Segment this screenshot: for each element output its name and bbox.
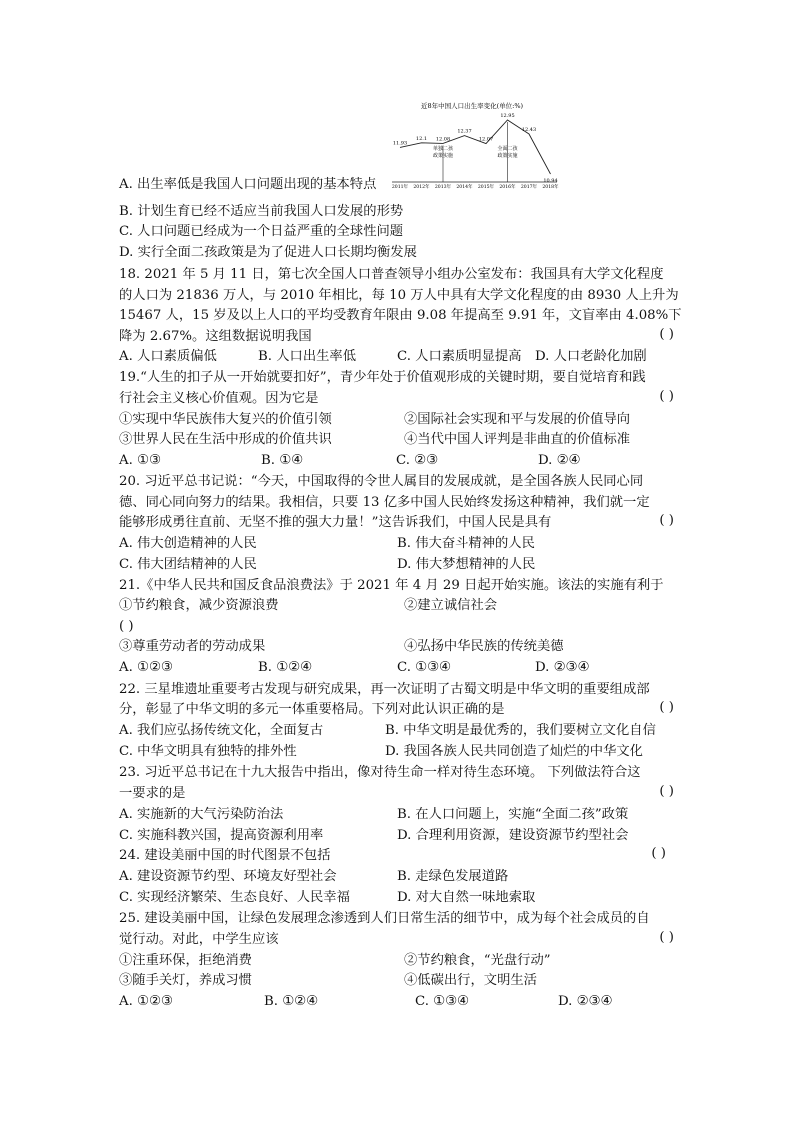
q22-option-c: C. 中华文明具有独特的排外性 <box>119 744 297 759</box>
q17-option-b: B. 计划生育已经不适应当前我国人口发展的形势 <box>119 204 404 219</box>
q23-option-b: B. 在人口问题上，实施“全面二孩”政策 <box>397 807 629 822</box>
q20-answer-paren: ( ) <box>659 513 674 528</box>
q19-answer-paren: ( ) <box>659 389 674 404</box>
q24-answer-paren: ( ) <box>651 846 666 861</box>
data-label: 12.37 <box>457 128 472 135</box>
q17-option-a: A. 出生率低是我国人口问题出现的基本特点 <box>119 177 377 192</box>
q23-stem-line2: 一要求的是 <box>119 786 186 801</box>
x-tick-label: 2012年 <box>413 185 430 190</box>
q19-option-d: D. ②④ <box>538 453 581 468</box>
q24-stem-line1: 24. 建设美丽中国的时代图景不包括 <box>119 848 331 863</box>
q22-option-b: B. 中华文明是最优秀的，我们要树立文化自信 <box>385 723 656 738</box>
q24-option-b: B. 走绿色发展道路 <box>397 869 509 884</box>
q20-option-d: D. 伟大梦想精神的人民 <box>397 557 536 572</box>
q22-stem-line1: 22. 三星堆遗址重要考古发现与研究成果，再一次证明了古蜀文明是中华文明的重要组成部 <box>119 682 650 697</box>
q20-stem-line1: 20. 习近平总书记说：“今天，中国取得的令世人属目的发展成就，是全国各族人民同心同 <box>119 474 644 489</box>
q21-option-c: C. ①③④ <box>397 660 451 675</box>
q24-option-c: C. 实现经济繁荣、生态良好、人民幸福 <box>119 890 350 905</box>
q17-option-c: C. 人口问题已经成为一个日益严重的全球性问题 <box>119 224 404 239</box>
policy-annotation-label: 政策实施 <box>432 153 454 159</box>
q23-stem-line1: 23. 习近平总书记在十九大报告中指出，像对待生命一样对待生态环境。 下列做法符合这 <box>119 765 641 780</box>
policy-annotation-label: 政策实施 <box>497 153 518 159</box>
q19-statement-1: ①实现中华民族伟大复兴的价值引领 <box>119 412 332 427</box>
q25-statement-2: ②节约粮食，“光盘行动” <box>404 953 551 968</box>
q18-stem-line4: 降为 2.67%。这组数据说明我国 <box>119 329 312 344</box>
q21-stem-line1: 21.《中华人民共和国反食品浪费法》于 2021 年 4 月 29 日起开始实施。该法的实施有利于 <box>119 578 664 593</box>
x-tick-label: 2015年 <box>477 185 495 190</box>
q19-statement-2: ②国际社会实现和平与发展的价值导向 <box>404 412 631 427</box>
policy-annotation-label: 全面二孩 <box>497 146 518 152</box>
x-tick-label: 2017年 <box>520 185 538 190</box>
q25-answer-paren: ( ) <box>659 930 674 945</box>
policy-annotation-label: 单独二孩 <box>432 146 454 152</box>
q25-option-b: B. ①②④ <box>264 994 318 1009</box>
q20-option-a: A. 伟大创造精神的人民 <box>119 536 257 551</box>
q18-stem-line2: 的人口为 21836 万人，与 2010 年相比，每 10 万人中具有大学文化程度的由 8930 人上升为 <box>119 288 679 303</box>
q20-option-c: C. 伟大团结精神的人民 <box>119 557 257 572</box>
chart-title: 近8年中国人口出生率变化(单位:%) <box>420 102 524 110</box>
q21-statement-3: ③尊重劳动者的劳动成果 <box>119 639 266 654</box>
q25-stem-line1: 25. 建设美丽中国，让绿色发展理念渗透到人们日常生活的细节中，成为每个社会成员的自 <box>119 911 650 926</box>
data-label: 12.07 <box>478 136 494 143</box>
q19-stem-line1: 19.“人生的扣子从一开始就要扣好”，青少年处于价值观形成的关键时期，要自觉培育和践 <box>119 370 646 385</box>
q19-option-b: B. ①④ <box>261 453 304 468</box>
q21-option-b: B. ①②④ <box>258 660 312 675</box>
x-tick-label: 2011年 <box>392 185 409 190</box>
q20-stem-line3: 能够形成勇往直前、无坚不推的强大力量！”这告诉我们，中国人民是具有 <box>119 515 552 530</box>
q18-option-a: A. 人口素质偏低 <box>119 349 217 364</box>
q25-option-a: A. ①②③ <box>119 994 173 1009</box>
q18-answer-paren: ( ) <box>659 327 674 342</box>
q22-option-a: A. 我们应弘扬传统文化，全面复古 <box>119 723 324 738</box>
q19-option-a: A. ①③ <box>119 453 161 468</box>
q18-option-c: C. 人口素质明显提高 <box>397 349 522 364</box>
x-tick-label: 2018年 <box>542 185 559 190</box>
q22-answer-paren: ( ) <box>659 700 674 715</box>
q19-statement-3: ③世界人民在生活中形成的价值共识 <box>119 432 332 447</box>
data-label: 10.94 <box>543 178 558 184</box>
data-label: 12.1 <box>415 135 428 142</box>
q22-option-d: D. 我国各族人民共同创造了灿烂的中华文化 <box>385 744 643 759</box>
q18-stem-line1: 18. 2021 年 5 月 11 日，第七次全国人口普查领导小组办公室发布：我国具有大学文化程度 <box>119 267 664 282</box>
q17-option-d: D. 实行全面二孩政策是为了促进人口长期均衡发展 <box>119 245 417 260</box>
q25-statement-3: ③随手关灯，养成习惯 <box>119 973 252 988</box>
q21-answer-paren: ( ) <box>119 619 134 634</box>
q21-statement-1: ①节约粮食，减少资源浪费 <box>119 598 279 613</box>
data-label: 12.95 <box>500 113 515 119</box>
q18-option-b: B. 人口出生率低 <box>258 349 357 364</box>
q23-option-d: D. 合理利用资源，建设资源节约型社会 <box>397 828 629 843</box>
data-label: 11.93 <box>392 140 408 147</box>
data-label: 12.08 <box>435 136 451 143</box>
q25-stem-line2: 觉行动。对此，中学生应该 <box>119 932 279 947</box>
q19-option-c: C. ②③ <box>396 453 438 468</box>
data-label: 12.43 <box>521 126 537 133</box>
q22-stem-line2: 分，彰显了中华文明的多元一体重要格局。下列对此认识正确的是 <box>119 702 505 717</box>
q23-option-c: C. 实施科教兴国，提高资源利用率 <box>119 828 324 843</box>
q21-option-a: A. ①②③ <box>119 660 173 675</box>
q18-option-d: D. 人口老龄化加剧 <box>535 349 647 364</box>
x-tick-label: 2013年 <box>434 185 452 190</box>
q20-stem-line2: 德、同心同向努力的结果。我相信，只要 13 亿多中国人民始终发扬这种精神，我们就一定 <box>119 495 650 510</box>
q25-option-d: D. ②③④ <box>558 994 613 1009</box>
q19-stem-line2: 行社会主义核心价值观。因为它是 <box>119 391 319 406</box>
q21-option-d: D. ②③④ <box>535 660 590 675</box>
q23-option-a: A. 实施新的大气污染防治法 <box>119 807 284 822</box>
q19-statement-4: ④当代中国人评判是非曲直的价值标准 <box>404 432 631 447</box>
q21-statement-4: ④弘扬中华民族的传统美德 <box>404 639 564 654</box>
q23-answer-paren: ( ) <box>659 784 674 799</box>
q20-option-b: B. 伟大奋斗精神的人民 <box>397 536 535 551</box>
q24-option-a: A. 建设资源节约型、环境友好型社会 <box>119 869 337 884</box>
q24-option-d: D. 对大自然一味地索取 <box>397 890 536 905</box>
q25-statement-1: ①注重环保，拒绝消费 <box>119 953 252 968</box>
q18-stem-line3: 15467 人，15 岁及以上人口的平均受教育年限由 9.08 年提高至 9.91 年，文盲率由 4.08%下 <box>119 308 682 323</box>
x-tick-label: 2016年 <box>499 185 516 190</box>
q25-option-c: C. ①③④ <box>415 994 469 1009</box>
q21-statement-2: ②建立诚信社会 <box>404 598 498 613</box>
x-tick-label: 2014年 <box>456 185 473 190</box>
q25-statement-4: ④低碳出行，文明生活 <box>404 973 537 988</box>
